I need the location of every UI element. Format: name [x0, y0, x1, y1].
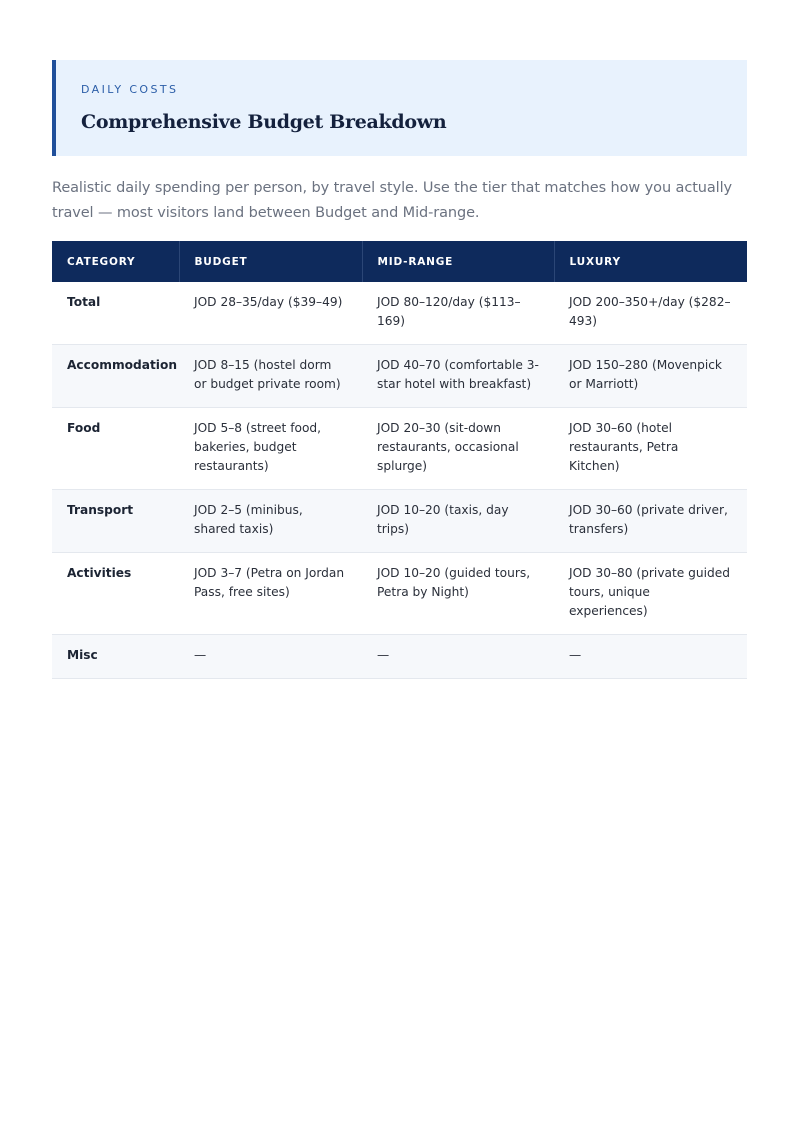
mid-range-cell: JOD 20–30 (sit-down restaurants, occasional splurge)	[362, 408, 554, 490]
intro-paragraph: Realistic daily spending per person, by travel style. Use the tier that matches how you actually travel — most visitors land between Budget and Mid-range.	[52, 180, 732, 221]
budget-section	[52, 60, 747, 679]
budget-cell: JOD 28–35/day ($39–49)	[179, 282, 362, 345]
luxury-cell: JOD 150–280 (Movenpick or Marriott)	[554, 345, 747, 408]
budget-cell: JOD 8–15 (hostel dorm or budget private room)	[179, 345, 362, 408]
luxury-cell: —	[554, 635, 747, 679]
row-category-cell: Activities	[52, 553, 179, 635]
row-category-cell: Food	[52, 408, 179, 490]
table-row	[52, 282, 747, 345]
row-category-cell: Transport	[52, 490, 179, 553]
mid-range-cell: JOD 40–70 (comfortable 3-star hotel with breakfast)	[362, 345, 554, 408]
luxury-cell: JOD 30–60 (private driver, transfers)	[554, 490, 747, 553]
luxury-cell: JOD 200–350+/day ($282–493)	[554, 282, 747, 345]
luxury-cell: JOD 30–80 (private guided tours, unique experiences)	[554, 553, 747, 635]
column-header-budget: BUDGET	[179, 241, 362, 282]
column-header-category: CATEGORY	[52, 241, 179, 282]
budget-cell: JOD 3–7 (Petra on Jordan Pass, free sites)	[179, 553, 362, 635]
column-header-mid-range: MID-RANGE	[362, 241, 554, 282]
luxury-cell: JOD 30–60 (hotel restaurants, Petra Kitchen)	[554, 408, 747, 490]
table-row	[52, 345, 747, 408]
row-category-cell: Accommodation	[52, 345, 179, 408]
section-title: Comprehensive Budget Breakdown	[81, 111, 447, 133]
mid-range-cell: —	[362, 635, 554, 679]
section-eyebrow: DAILY COSTS	[81, 83, 179, 96]
table-row	[52, 408, 747, 490]
budget-table	[52, 241, 747, 679]
table-header-row	[52, 241, 747, 282]
budget-cell: —	[179, 635, 362, 679]
section-header	[52, 60, 747, 156]
mid-range-cell: JOD 80–120/day ($113–169)	[362, 282, 554, 345]
budget-cell: JOD 5–8 (street food, bakeries, budget restaurants)	[179, 408, 362, 490]
column-header-luxury: LUXURY	[554, 241, 747, 282]
row-category-cell: Misc	[52, 635, 179, 679]
table-row	[52, 553, 747, 635]
budget-cell: JOD 2–5 (minibus, shared taxis)	[179, 490, 362, 553]
table-row	[52, 635, 747, 679]
mid-range-cell: JOD 10–20 (taxis, day trips)	[362, 490, 554, 553]
mid-range-cell: JOD 10–20 (guided tours, Petra by Night)	[362, 553, 554, 635]
table-row	[52, 490, 747, 553]
row-category-cell: Total	[52, 282, 179, 345]
